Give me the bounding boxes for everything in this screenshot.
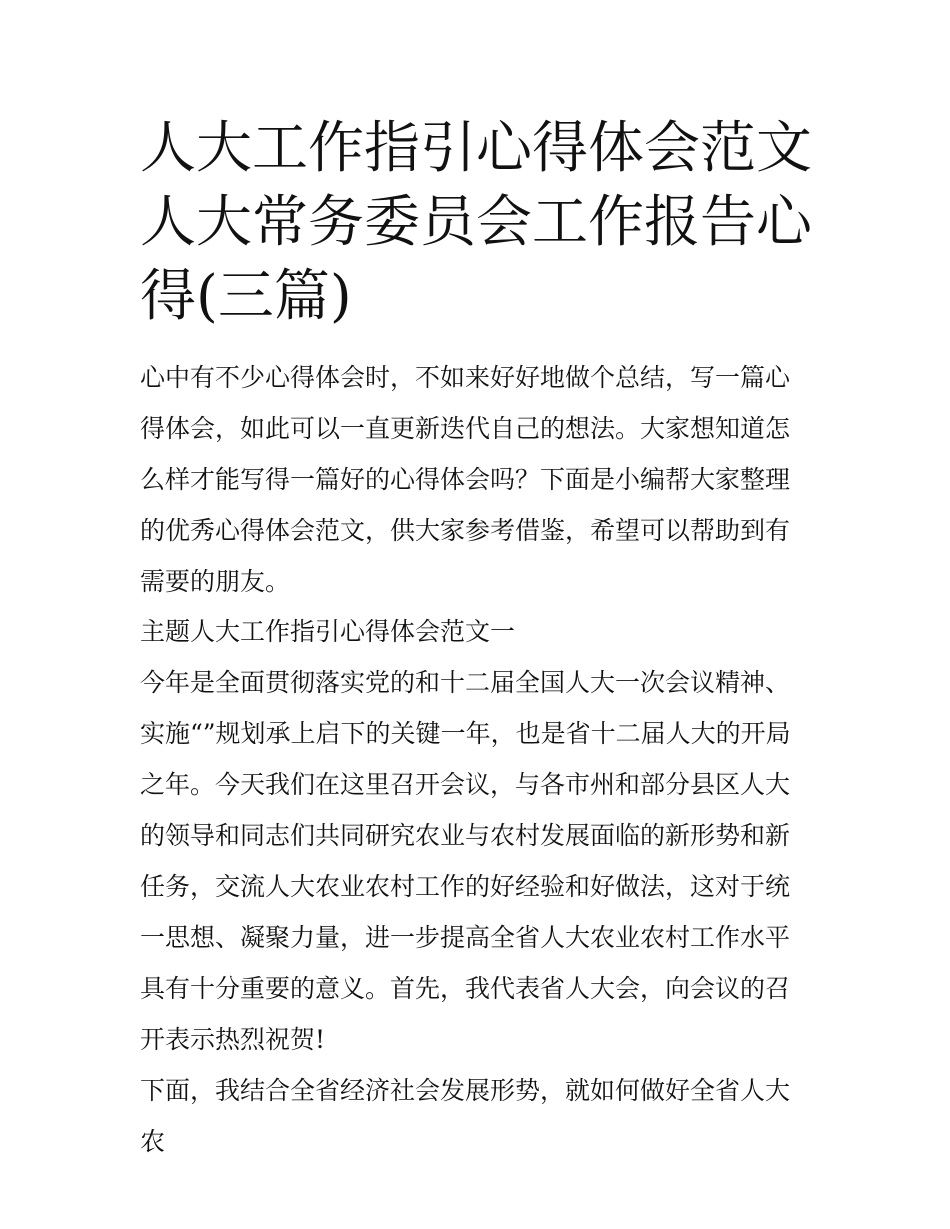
- body-paragraph: 今年是全面贯彻落实党的和十二届全国人大一次会议精神、实施“”规划承上启下的关键一年，也是省十二届人大的开局之年。今天我们在这里召开会议，与各市州和部分县区人大的领导和同志们共同研究农业与农村发展面临的新形势和新任务，交流人大农业农村工作的好经验和好做法，这对于统一思想、凝聚力量，进一步提高全省人大农业农村工作水平具有十分重要的意义。首先，我代表省人大会，向会议的召开表示热烈祝贺!: [140, 668, 791, 1054]
- intro-paragraph: 心中有不少心得体会时，不如来好好地做个总结，写一篇心得体会，如此可以一直更新迭代自己的想法。大家想知道怎么样才能写得一篇好的心得体会吗？下面是小编帮大家整理的优秀心得体会范文，供大家参考借鉴，希望可以帮助到有需要的朋友。: [140, 363, 791, 596]
- document-title: 人大工作指引心得体会范文 人大常务委员会工作报告心得(三篇): [140, 116, 812, 329]
- body-paragraph-continued: 下面，我结合全省经济社会发展形势，就如何做好全省人大农: [140, 1076, 791, 1156]
- section-heading: 主题人大工作指引心得体会范文一: [140, 617, 516, 646]
